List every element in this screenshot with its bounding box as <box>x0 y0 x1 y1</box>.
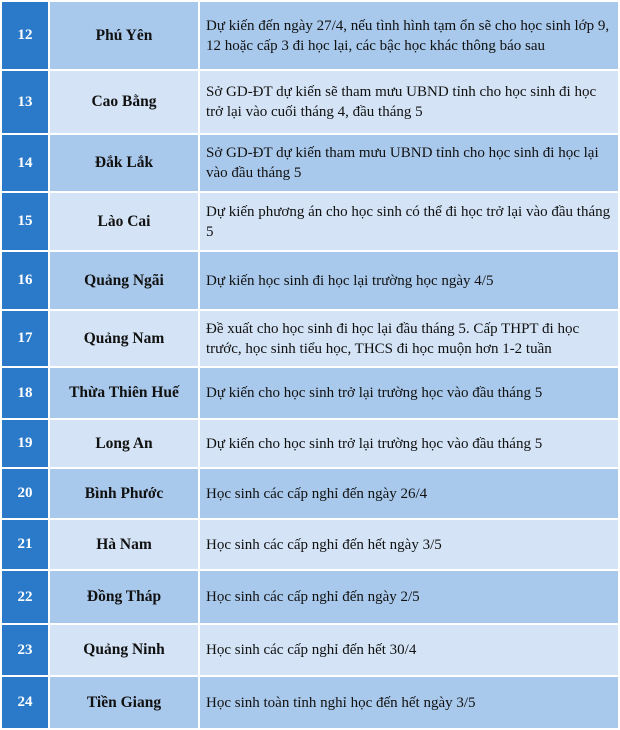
province-name: Tiền Giang <box>49 676 199 729</box>
row-number: 17 <box>1 310 49 367</box>
province-name: Long An <box>49 419 199 468</box>
province-name: Quảng Nam <box>49 310 199 367</box>
reopening-info: Dự kiến phương án cho học sinh có thể đi học trở lại vào đầu tháng 5 <box>199 192 619 251</box>
province-name: Quảng Ninh <box>49 624 199 676</box>
row-number: 18 <box>1 367 49 419</box>
province-name: Quảng Ngãi <box>49 251 199 310</box>
row-number: 15 <box>1 192 49 251</box>
reopening-info: Học sinh các cấp nghỉ đến hết ngày 3/5 <box>199 519 619 570</box>
table-row <box>1 134 619 192</box>
province-name: Lào Cai <box>49 192 199 251</box>
reopening-info: Sở GD-ĐT dự kiến sẽ tham mưu UBND tỉnh cho học sinh đi học trở lại vào cuối tháng 4, đầu tháng 5 <box>199 70 619 134</box>
table-row <box>1 570 619 624</box>
table-row <box>1 419 619 468</box>
province-name: Đồng Tháp <box>49 570 199 624</box>
row-number: 23 <box>1 624 49 676</box>
reopening-info: Học sinh các cấp nghỉ đến ngày 2/5 <box>199 570 619 624</box>
table-row <box>1 367 619 419</box>
reopening-info: Học sinh các cấp nghỉ đến hết 30/4 <box>199 624 619 676</box>
table-row <box>1 676 619 729</box>
row-number: 19 <box>1 419 49 468</box>
table-row <box>1 624 619 676</box>
province-name: Cao Bằng <box>49 70 199 134</box>
province-name: Đắk Lắk <box>49 134 199 192</box>
table-row <box>1 70 619 134</box>
row-number: 16 <box>1 251 49 310</box>
reopening-info: Học sinh toàn tỉnh nghỉ học đến hết ngày 3/5 <box>199 676 619 729</box>
table-row <box>1 310 619 367</box>
row-number: 13 <box>1 70 49 134</box>
row-number: 22 <box>1 570 49 624</box>
province-name: Bình Phước <box>49 468 199 519</box>
table-row <box>1 519 619 570</box>
province-name: Phú Yên <box>49 1 199 70</box>
reopening-info: Học sinh các cấp nghỉ đến ngày 26/4 <box>199 468 619 519</box>
table-row <box>1 251 619 310</box>
province-name: Hà Nam <box>49 519 199 570</box>
reopening-info: Dự kiến học sinh đi học lại trường học ngày 4/5 <box>199 251 619 310</box>
province-name: Thừa Thiên Huế <box>49 367 199 419</box>
table-row <box>1 468 619 519</box>
reopening-info: Dự kiến cho học sinh trở lại trường học vào đầu tháng 5 <box>199 367 619 419</box>
row-number: 14 <box>1 134 49 192</box>
row-number: 20 <box>1 468 49 519</box>
reopening-info: Dự kiến đến ngày 27/4, nếu tình hình tạm ổn sẽ cho học sinh lớp 9, 12 hoặc cấp 3 đi học lại, các bậc học khác thông báo sau <box>199 1 619 70</box>
row-number: 21 <box>1 519 49 570</box>
table-body <box>1 1 619 729</box>
table-row <box>1 192 619 251</box>
row-number: 24 <box>1 676 49 729</box>
row-number: 12 <box>1 1 49 70</box>
reopening-info: Đề xuất cho học sinh đi học lại đầu tháng 5. Cấp THPT đi học trước, học sinh tiểu học, THCS đi học muộn hơn 1-2 tuần <box>199 310 619 367</box>
table-row <box>1 1 619 70</box>
reopening-info: Dự kiến cho học sinh trở lại trường học vào đầu tháng 5 <box>199 419 619 468</box>
reopening-info: Sở GD-ĐT dự kiến tham mưu UBND tỉnh cho học sinh đi học lại vào đầu tháng 5 <box>199 134 619 192</box>
